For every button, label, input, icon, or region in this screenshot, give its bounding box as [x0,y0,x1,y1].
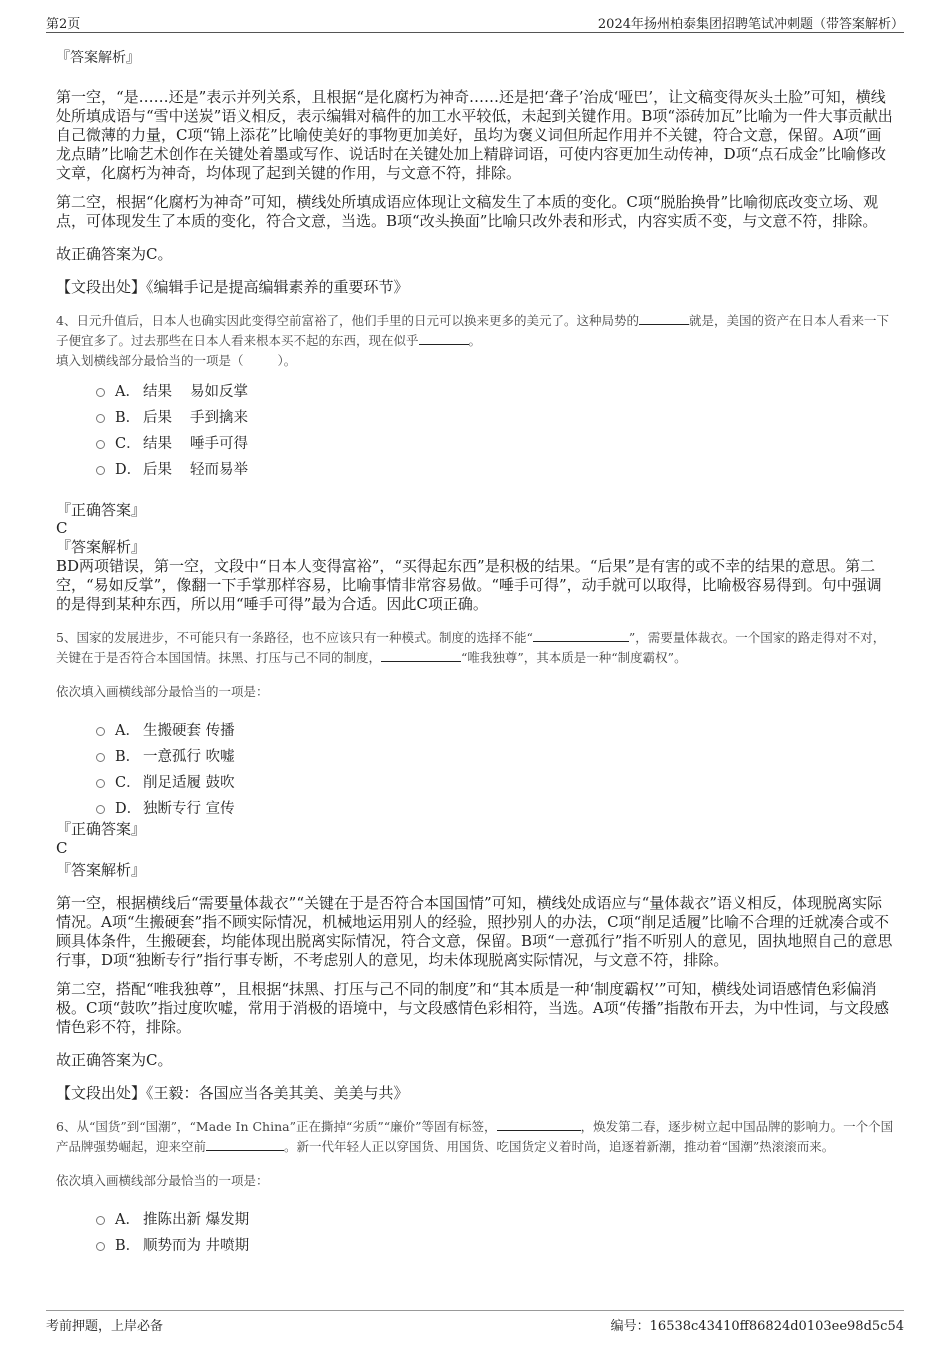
q3-analysis-p1: 第一空，“是……还是”表示并列关系，且根据“是化腐朽为神奇……还是把‘聋子’治成‘哑巴’，让文稿变得灰头土脸”可知，横线处所填成语与“雪中送炭”语义相反，表示编辑对稿件的加工水平较低，未起到关键作用。B项“添砖加瓦”比喻为一件大事贡献出自己微薄的力量，C项“锦上添花”比喻使美好的事物更加美好，虽均为褒义词但所起作用并不关键，符合文意，保留。A项“画龙点睛”比喻艺术创作在关键处着墨或写作、说话时在关键处加上精辟词语，可使内容更加生动传神，D项“点石成金”比喻修改文章，化腐朽为神奇，均体现了起到关键的作用，与文意不符，排除。 [56,88,893,182]
footer-slogan: 考前押题，上岸必备 [46,1319,164,1334]
q4-answer-label: 『正确答案』 [56,501,147,519]
q5-option-b[interactable]: B． 一意孤行 吹嘘 [96,742,894,768]
q6-option-b[interactable]: B． 顺势而为 井喷期 [96,1231,894,1257]
q4-stem-part-3: 。 [468,333,482,348]
q5-analysis-label: 『答案解析』 [56,861,147,879]
q3-source: 【文段出处】《编辑手记是提高编辑素养的重要环节》 [56,278,409,296]
q4-stem [56,311,894,351]
q4-prompt [56,351,894,371]
document-title: 2024年扬州柏泰集团招聘笔试冲刺题（带答案解析） [597,17,904,32]
q6-blank-1 [497,1118,581,1131]
q4-stem-part-2: 就是，美国的资产在日本人看来一下子便宜多了。过去那些在日本人看来根本买不起的东西，现在似乎 [56,313,889,348]
q6-options [96,1205,894,1257]
q4-stem-part-1: 4、日元升值后，日本人也确实因此变得空前富裕了，他们手里的日元可以换来更多的美元了。这种局势的 [56,313,639,328]
q4-option-b[interactable]: B． 后果 手到擒来 [96,403,894,429]
radio-icon[interactable] [96,1242,105,1251]
q4-option-a[interactable]: A． 结果 易如反掌 [96,377,894,403]
q5-prompt: 依次填入画横线部分最恰当的一项是： [56,684,269,699]
radio-icon[interactable] [96,779,105,788]
q6-prompt: 依次填入画横线部分最恰当的一项是： [56,1173,269,1188]
q4-answer: C [56,519,68,537]
q4-options [96,377,894,481]
radio-icon[interactable] [96,388,105,397]
q4-analysis-label: 『答案解析』 [56,538,147,556]
q5-answer: C [56,839,68,857]
q5-blank-1 [533,629,629,642]
q3-conclusion: 故正确答案为C。 [56,245,173,263]
q4-blank-2 [419,332,469,345]
q5-analysis-p1: 第一空，根据横线后“需要量体裁衣”“关键在于是否符合本国国情”可知，横线处成语应与“量体裁衣”语义相反，体现脱离实际情况。A项“生搬硬套”指不顾实际情况，机械地运用别人的经验，照抄别人的办法，C项“削足适履”比喻不合理的迁就凑合或不顾具体条件，生搬硬套，均能体现出脱离实际情况，符合文意，保留。B项“一意孤行”指不听别人的意见，固执地照自己的意思行事，D项“独断专行”指行事专断，不考虑别人的意见，均未体现脱离实际情况，与文意不符，排除。 [56,894,893,969]
q6-option-a[interactable]: A． 推陈出新 爆发期 [96,1205,894,1231]
radio-icon[interactable] [96,805,105,814]
page-footer [46,1310,904,1333]
q4-prompt-part-1: 填入划横线部分最恰当的一项是（ [56,353,244,368]
q5-options [96,716,894,820]
document-body [56,46,894,1257]
page-header [46,12,904,33]
q5-option-a[interactable]: A． 生搬硬套 传播 [96,716,894,742]
q4-blank-1 [639,312,689,325]
q6-blank-2 [206,1138,284,1151]
q5-answer-label: 『正确答案』 [56,820,147,838]
q4-prompt-part-2: ）。 [277,353,297,368]
q5-option-d[interactable]: D． 独断专行 宣传 [96,794,894,820]
radio-icon[interactable] [96,414,105,423]
q4-option-c[interactable]: C． 结果 唾手可得 [96,429,894,455]
radio-icon[interactable] [96,1216,105,1225]
document-id: 编号：16538c43410ff86824d0103ee98d5c54 [610,1319,904,1334]
q6-stem: 6、从“国货”到“国潮”，“Made In China”正在撕掉“劣质”“廉价”等固有标签， ，焕发第二春，逐步树立起中国品牌的影响力。一个个国产品牌强势崛起，迎来空前 。新一代年轻人正以穿国货、用国货、吃国货定义着时尚，追逐着新潮，推动着“国潮”热滚滚而来。 [56,1119,894,1154]
q5-analysis-p2: 第二空，搭配“唯我独尊”，且根据“抹黑、打压与己不同的制度”和“其本质是一种‘制度霸权’”可知，横线处词语感情色彩偏消极。C项“鼓吹”指过度吹嘘，常用于消极的语境中，与文段感情色彩相符，当选。A项“传播”指散布开去，为中性词，与文段感情色彩不符，排除。 [56,980,889,1036]
radio-icon[interactable] [96,727,105,736]
q5-stem: 5、国家的发展进步，不可能只有一条路径，也不应该只有一种模式。制度的选择不能“ ”，需要量体裁衣。一个国家的路走得对不对，关键在于是否符合本国国情。抹黑、打压与己不同的制度， “唯我独尊”，其本质是一种“制度霸权”。 [56,630,886,665]
q5-option-c[interactable]: C． 削足适履 鼓吹 [96,768,894,794]
q3-analysis-label: 『答案解析』 [56,50,140,66]
q5-source: 【文段出处】《王毅：各国应当各美其美、美美与共》 [56,1084,409,1102]
q4-analysis: BD两项错误，第一空，文段中“日本人变得富裕”，“买得起东西”是积极的结果。“后果”是有害的或不幸的结果的意思。第二空，“易如反掌”，像翻一下手掌那样容易，比喻事情非常容易做。“唾手可得”，动手就可以取得，比喻极容易得到。句中强调的是得到某种东西，所以用“唾手可得”最为合适。因此C项正确。 [56,557,882,613]
q3-analysis-p2: 第二空，根据“化腐朽为神奇”可知，横线处所填成语应体现让文稿发生了本质的变化。C项“脱胎换骨”比喻彻底改变立场、观点，可体现发生了本质的变化，符合文意，当选。B项“改头换面”比喻只改外表和形式，内容实质不变，与文意不符，排除。 [56,193,879,230]
radio-icon[interactable] [96,440,105,449]
page-number: 第2页 [46,17,81,32]
radio-icon[interactable] [96,753,105,762]
q5-blank-2 [381,649,461,662]
q5-conclusion: 故正确答案为C。 [56,1051,173,1069]
q4-option-d[interactable]: D． 后果 轻而易举 [96,455,894,481]
radio-icon[interactable] [96,466,105,475]
